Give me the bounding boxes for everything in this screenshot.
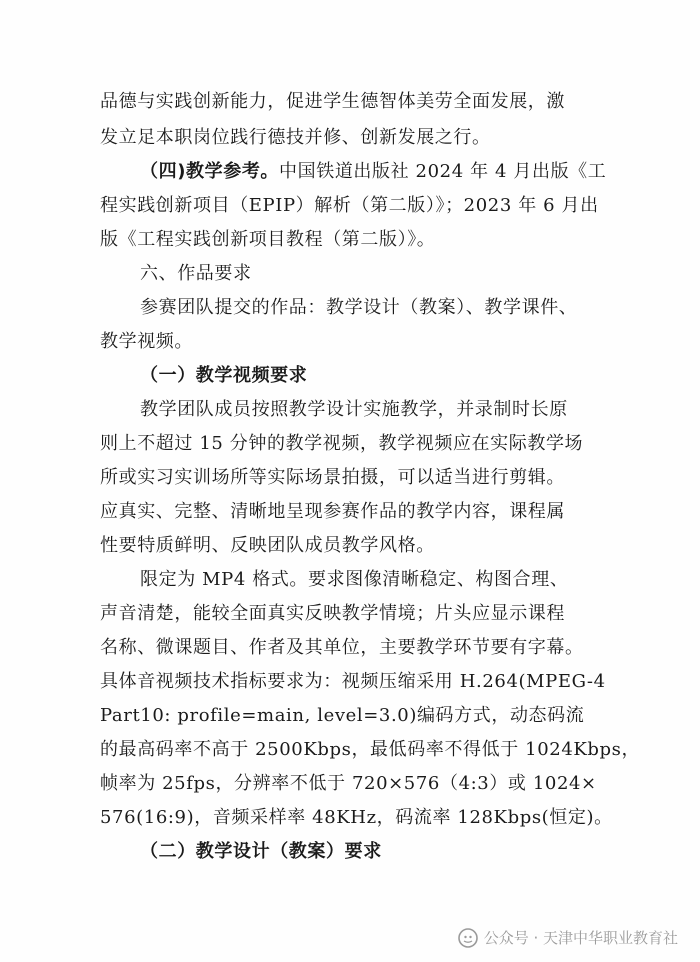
subsection-title: （二）教学设计（教案）要求 <box>140 841 382 862</box>
body-line: 帧率为 25fps，分辨率不低于 720×576（4:3）或 1024× <box>100 773 597 794</box>
body-line: 教学视频。 <box>100 331 193 352</box>
body-line: 的最高码率不高于 2500Kbps，最低码率不得低于 1024Kbps， <box>100 739 641 760</box>
body-line: 发立足本职岗位践行德技并修、创新发展之行。 <box>100 127 491 148</box>
reference-text: 中国铁道出版社 2024 年 4 月出版《工 <box>279 161 607 182</box>
section-title: 六、作品要求 <box>140 263 252 284</box>
reference-heading: （四)教学参考。 <box>140 161 280 182</box>
body-line: 品德与实践创新能力，促进学生德智体美劳全面发展，激 <box>100 91 565 112</box>
body-line: 所或实习实训场所等实际场景拍摄，可以适当进行剪辑。 <box>100 467 565 488</box>
wechat-official-account-icon <box>458 928 478 948</box>
body-line: 参赛团队提交的作品：教学设计（教案）、教学课件、 <box>140 297 578 318</box>
watermark-text: 公众号 · 天津中华职业教育社 <box>483 929 678 947</box>
body-line: 声音清楚，能较全面真实反映教学情境；片头应显示课程 <box>100 603 565 624</box>
body-line: 则上不超过 15 分钟的教学视频，教学视频应在实际教学场 <box>100 433 584 454</box>
body-line: 程实践创新项目（EPIP）解析（第二版）》；2023 年 6 月出 <box>100 195 599 216</box>
body-line: 576(16:9)，音频采样率 48KHz，码流率 128Kbps(恒定)。 <box>100 807 613 828</box>
body-line: 性要特质鲜明、反映团队成员教学风格。 <box>100 535 435 556</box>
body-line: 限定为 MP4 格式。要求图像清晰稳定、构图合理、 <box>140 569 569 590</box>
body-line: 版《工程实践创新项目教程（第二版）》。 <box>100 229 436 250</box>
body-line: 名称、微课题目、作者及其单位，主要教学环节要有字幕。 <box>100 637 584 658</box>
watermark <box>458 927 678 948</box>
body-line: 应真实、完整、清晰地呈现参赛作品的教学内容，课程属 <box>100 501 565 522</box>
body-line: 教学团队成员按照教学设计实施教学，并录制时长原 <box>140 399 568 420</box>
subsection-title: （一）教学视频要求 <box>140 365 308 386</box>
body-line: 具体音视频技术指标要求为：视频压缩采用 H.264(MPEG-4 <box>100 671 606 692</box>
reference-line <box>140 160 606 184</box>
body-line: Part10: profile=main, level=3.0)编码方式，动态码流 <box>100 705 585 726</box>
